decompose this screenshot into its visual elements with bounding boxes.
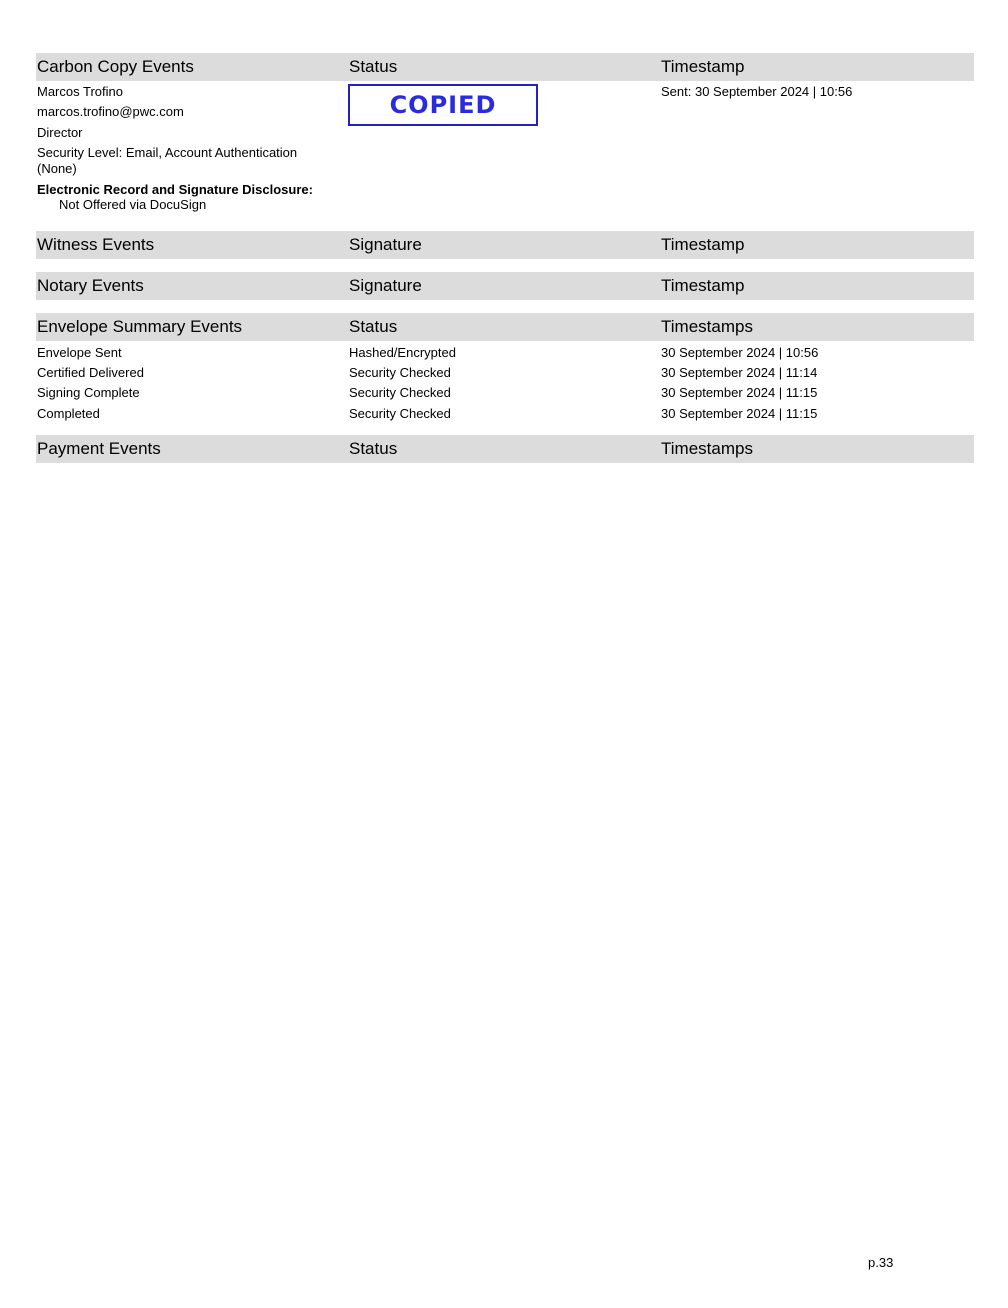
copied-stamp-text: COPIED	[389, 91, 497, 119]
notary-header	[36, 272, 974, 300]
witness-header	[36, 231, 974, 259]
envelope-row-timestamp: 30 September 2024 | 11:15	[661, 385, 818, 400]
envelope-summary-header	[36, 313, 974, 341]
security-level-detail: (None)	[37, 161, 77, 176]
disclosure-label: Electronic Record and Signature Disclosure:	[37, 182, 313, 197]
recipient-name: Marcos Trofino	[37, 84, 123, 99]
notary-signature-heading: Signature	[349, 276, 422, 295]
envelope-row-event: Certified Delivered	[37, 365, 144, 380]
witness-timestamp-heading: Timestamp	[661, 235, 745, 254]
recipient-email: marcos.trofino@pwc.com	[37, 104, 184, 119]
carbon-copy-events-heading: Carbon Copy Events	[37, 57, 194, 76]
envelope-summary-status-heading: Status	[349, 317, 398, 336]
envelope-row-event: Signing Complete	[37, 385, 140, 400]
carbon-copy-timestamp-heading: Timestamp	[661, 57, 745, 76]
envelope-row-timestamp: 30 September 2024 | 11:14	[661, 365, 818, 380]
envelope-summary-timestamps-heading: Timestamps	[661, 317, 753, 336]
disclosure-value: Not Offered via DocuSign	[59, 197, 207, 212]
envelope-summary-events-heading: Envelope Summary Events	[37, 317, 243, 336]
envelope-row-timestamp: 30 September 2024 | 10:56	[661, 345, 819, 360]
security-level: Security Level: Email, Account Authentication	[37, 145, 298, 160]
payment-status-heading: Status	[349, 439, 398, 458]
carbon-copy-status-heading: Status	[349, 57, 398, 76]
recipient-title: Director	[37, 125, 83, 140]
payment-events-heading: Payment Events	[37, 439, 161, 458]
page-number: p.33	[868, 1255, 894, 1270]
envelope-row-status: Security Checked	[349, 385, 451, 400]
envelope-row-status: Hashed/Encrypted	[349, 345, 456, 360]
envelope-row-event: Completed	[37, 406, 100, 421]
notary-timestamp-heading: Timestamp	[661, 276, 745, 295]
carbon-copy-header	[36, 53, 974, 81]
copied-stamp	[348, 84, 538, 126]
envelope-row-timestamp: 30 September 2024 | 11:15	[661, 406, 818, 421]
payment-header	[36, 435, 974, 463]
sent-timestamp: Sent: 30 September 2024 | 10:56	[661, 84, 853, 99]
envelope-row-status: Security Checked	[349, 365, 451, 380]
envelope-row-status: Security Checked	[349, 406, 451, 421]
witness-events-heading: Witness Events	[37, 235, 155, 254]
witness-signature-heading: Signature	[349, 235, 422, 254]
payment-timestamps-heading: Timestamps	[661, 439, 753, 458]
notary-events-heading: Notary Events	[37, 276, 144, 295]
envelope-row-event: Envelope Sent	[37, 345, 122, 360]
